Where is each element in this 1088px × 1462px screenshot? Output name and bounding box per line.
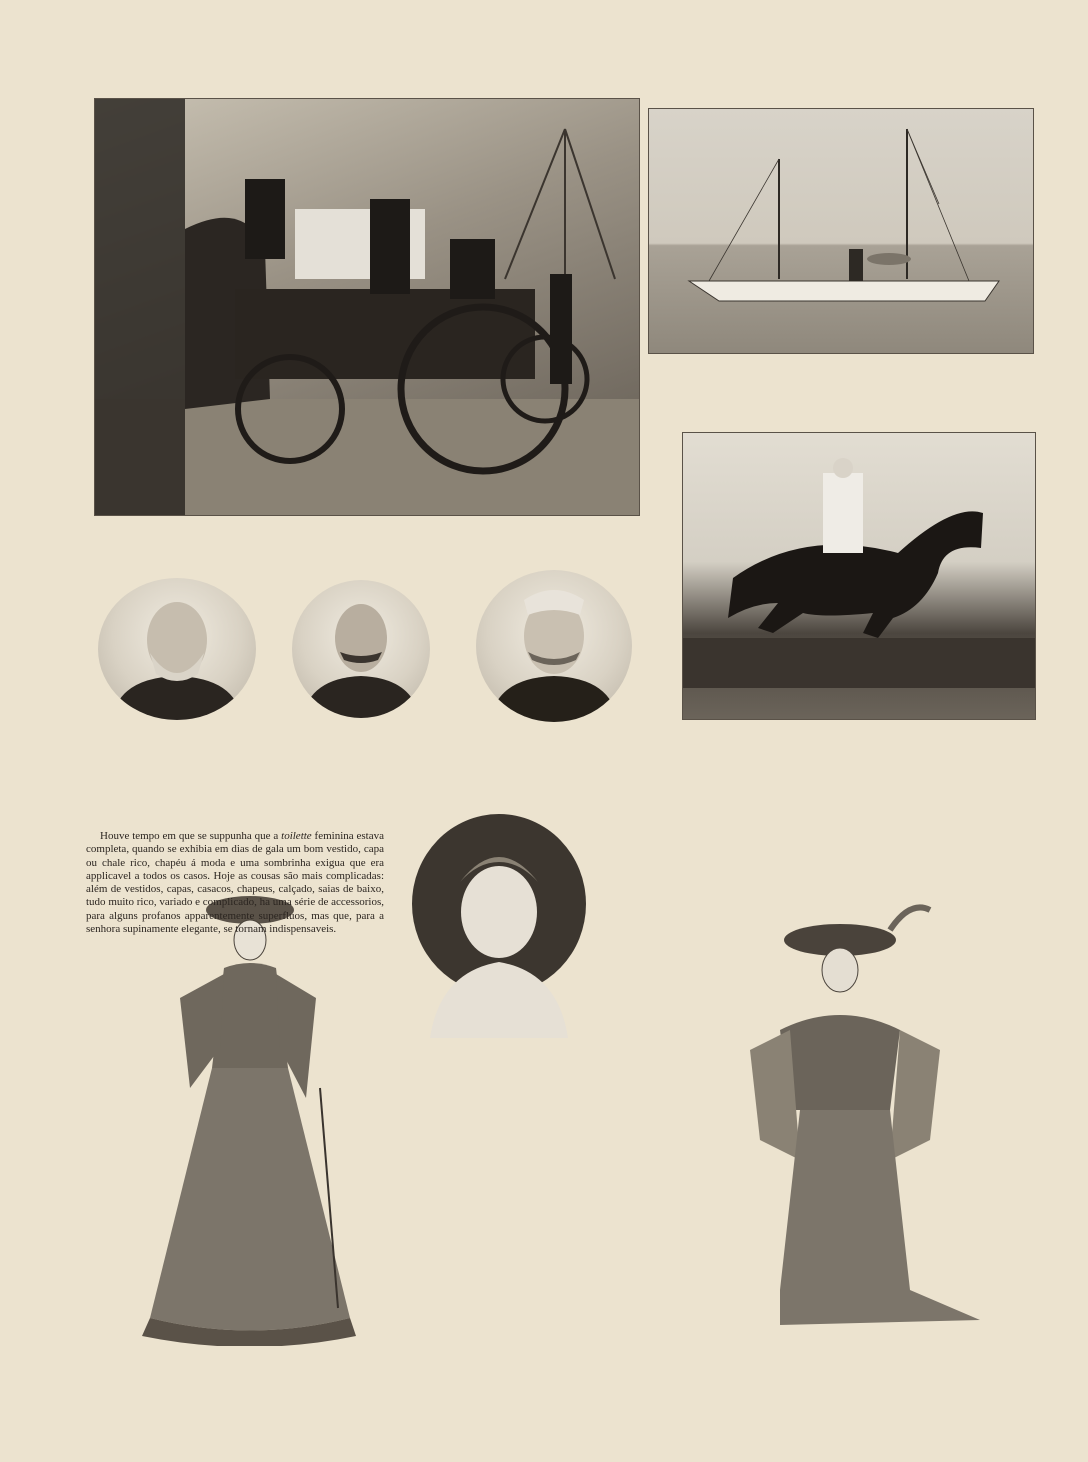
portrait-souto (98, 578, 256, 720)
figure-3-illustration (740, 900, 990, 1330)
article-column-1: Houve tempo em que se suppunha que a toilette feminina estava completa, quando se exhibia em dias de gala um bom vestido, capa ou chale rico, chapéu á moda e uma sombrinha exigua que era applicavel a todos os casos. Hoje as cousas são mais complicadas: além de vestidos, capas, casacos, chapeus, calçado, saias de baixo, tudo muito rico, variado e complicado, ha uma série de accessorios, para alguns profanos apparentemente superfluos, mas que, para a senhora supinamente elegante, se tornam indispensaveis. (86, 830, 384, 936)
horse-jump-photo (682, 432, 1036, 720)
carriage-photo (94, 98, 640, 516)
yacht-photo (648, 108, 1034, 354)
portrait-carvalho (476, 570, 632, 722)
page-header (92, 44, 1020, 68)
portrait-avelino (292, 580, 430, 718)
figure-2-illustration (410, 812, 588, 1038)
figure-1-illustration (120, 888, 370, 1346)
